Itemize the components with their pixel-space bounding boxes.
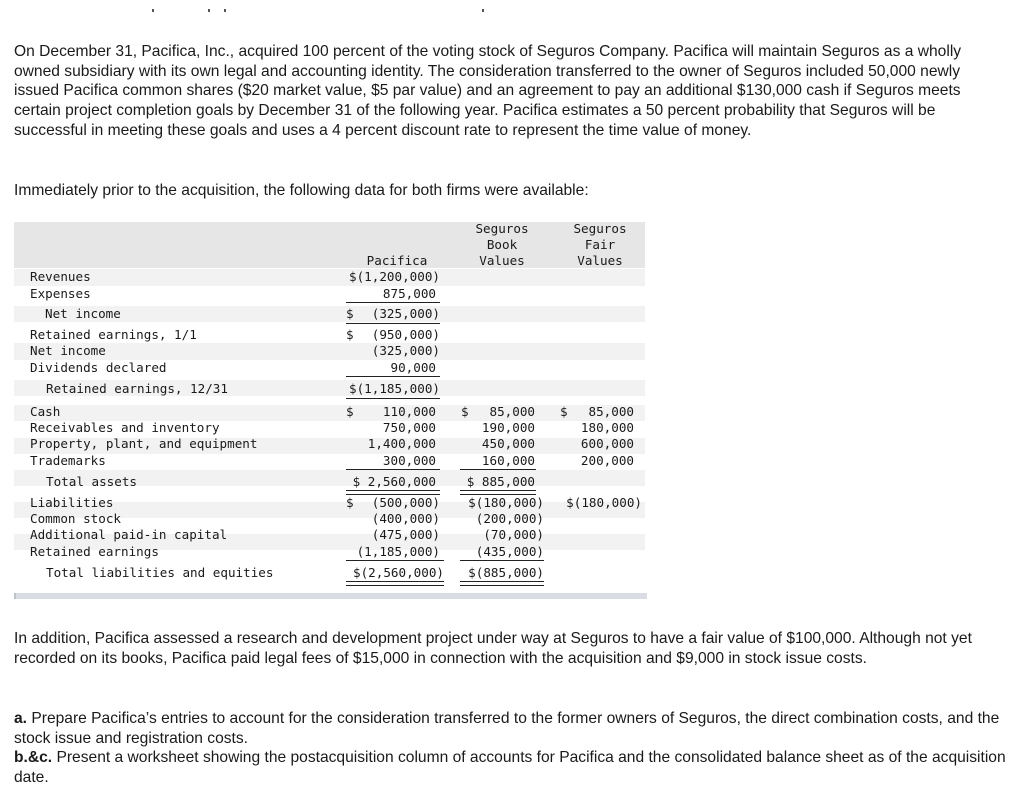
cell-receivables-fair: 180,000 <box>580 420 634 435</box>
header-seguros-fair-1: Seguros <box>573 221 627 236</box>
intro-paragraph: On December 31, Pacifica, Inc., acquired 100 percent of the voting stock of Seguros Company. Pacifica will maintain Seguros as a wholly owned subsidiary with its own legal and accounting identity. The consideration transferred to the owner of Seguros included 50,000 newly issued Pacifica common shares ($20 market value, $5 par value) and an agreement to pay an additional $130,000 cash if Seguros meets certain project completion goals by December 31 of the following year. Pacifica estimates a 50 percent probability that Seguros will be successful in meeting these goals and uses a 4 percent discount rate to represent the time value of money. <box>14 43 962 139</box>
currency-sign: $ <box>346 404 354 419</box>
row-label-apic: Additional paid-in capital <box>30 527 228 542</box>
header-seguros-book-3: Values <box>479 253 525 268</box>
header-seguros-fair-3: Values <box>577 253 623 268</box>
task-bc-label: b.&c. <box>14 749 53 767</box>
cell-cash-book: 85,000 <box>489 404 535 419</box>
cell-apic-pacifica: (475,000) <box>371 527 440 542</box>
header-seguros-book-1: Seguros <box>475 221 529 236</box>
row-label-cash: Cash <box>30 404 61 419</box>
cell-net-income-pacifica: (325,000) <box>371 306 440 321</box>
tick-mark <box>208 9 210 12</box>
row-label-total-liabilities-equities: Total liabilities and equities <box>46 565 274 580</box>
cell-total-le-pacifica: $(2,560,000) <box>353 565 444 580</box>
cell-trademarks-pacifica: 300,000 <box>382 453 436 468</box>
tasks-paragraph <box>14 709 1008 788</box>
cell-total-assets-pacifica: $ 2,560,000 <box>352 474 436 489</box>
row-label-net-income-2: Net income <box>30 343 106 358</box>
currency-sign: $ <box>346 327 354 342</box>
cell-total-le-book: $(885,000) <box>468 565 544 580</box>
row-label-common-stock: Common stock <box>30 511 121 526</box>
cell-common-stock-book: (200,000) <box>475 511 544 526</box>
tick-mark <box>224 9 226 12</box>
cell-dividends-pacifica: 90,000 <box>390 360 436 375</box>
cell-cash-fair: 85,000 <box>588 404 634 419</box>
cell-retained-earnings-book: (435,000) <box>475 544 544 559</box>
lead-paragraph: Immediately prior to the acquisition, the following data for both firms were available: <box>14 182 589 199</box>
table-scrollbar[interactable] <box>14 593 647 599</box>
row-label-retained-earnings-begin: Retained earnings, 1/1 <box>30 327 197 342</box>
row-label-trademarks: Trademarks <box>30 453 106 468</box>
header-seguros-book-2: Book <box>486 237 518 252</box>
tick-mark <box>482 9 484 12</box>
task-bc-text: Present a worksheet showing the postacquisition column of accounts for Pacifica and the consolidated balance sheet as of the acquisition date. <box>14 749 1006 787</box>
cell-liabilities-book: $(180,000) <box>468 495 544 510</box>
row-label-ppe: Property, plant, and equipment <box>30 436 258 451</box>
header-pacifica: Pacifica <box>366 253 428 268</box>
cell-liabilities-fair: $(180,000) <box>566 495 642 510</box>
row-label-dividends: Dividends declared <box>30 360 167 375</box>
addition-paragraph: In addition, Pacifica assessed a research and development project under way at Seguros to have a fair value of $100,000. Although not yet recorded on its books, Pacifica paid legal fees of $15,000 in connection with the acquisition and $9,000 in stock issue costs. <box>14 630 972 667</box>
table-header-background <box>14 222 645 268</box>
task-a-text: Prepare Pacifica’s entries to account for the consideration transferred to the former owners of Seguros, the direct combination costs, and the stock issue and registration costs. <box>14 710 1000 747</box>
cell-ppe-fair: 600,000 <box>580 436 634 451</box>
row-label-net-income: Net income <box>45 306 121 321</box>
top-cropped-marks <box>0 0 1024 14</box>
task-a-label: a. <box>14 710 28 727</box>
cell-revenues-pacifica: $(1,200,000) <box>349 269 440 284</box>
cell-net-income-2-pacifica: (325,000) <box>371 343 440 358</box>
cell-apic-book: (70,000) <box>483 527 544 542</box>
cell-receivables-book: 190,000 <box>481 420 535 435</box>
row-label-retained-earnings-end: Retained earnings, 12/31 <box>46 381 228 396</box>
row-label-retained-earnings: Retained earnings <box>30 544 159 559</box>
cell-cash-pacifica: 110,000 <box>382 404 436 419</box>
cell-retained-earnings-begin-pacifica: (950,000) <box>371 327 440 342</box>
row-label-revenues: Revenues <box>30 269 91 284</box>
cell-receivables-pacifica: 750,000 <box>382 420 436 435</box>
row-label-liabilities: Liabilities <box>30 495 114 510</box>
cell-common-stock-pacifica: (400,000) <box>371 511 440 526</box>
cell-retained-earnings-pacifica: (1,185,000) <box>356 544 440 559</box>
currency-sign: $ <box>346 306 354 321</box>
row-label-total-assets: Total assets <box>46 474 137 489</box>
currency-sign: $ <box>560 404 568 419</box>
currency-sign: $ <box>461 404 469 419</box>
tick-mark <box>152 9 154 12</box>
currency-sign: $ <box>346 495 354 510</box>
row-label-expenses: Expenses <box>30 286 91 301</box>
cell-ppe-book: 450,000 <box>481 436 535 451</box>
cell-expenses-pacifica: 875,000 <box>382 286 436 301</box>
cell-liabilities-pacifica: (500,000) <box>371 495 440 510</box>
cell-ppe-pacifica: 1,400,000 <box>367 436 436 451</box>
cell-total-assets-book: $ 885,000 <box>466 474 535 489</box>
cell-trademarks-book: 160,000 <box>481 453 535 468</box>
cell-retained-earnings-end-pacifica: $(1,185,000) <box>349 381 440 396</box>
row-label-receivables: Receivables and inventory <box>30 420 220 435</box>
header-seguros-fair-2: Fair <box>584 237 616 252</box>
cell-trademarks-fair: 200,000 <box>580 453 634 468</box>
financial-data-table <box>14 222 645 587</box>
